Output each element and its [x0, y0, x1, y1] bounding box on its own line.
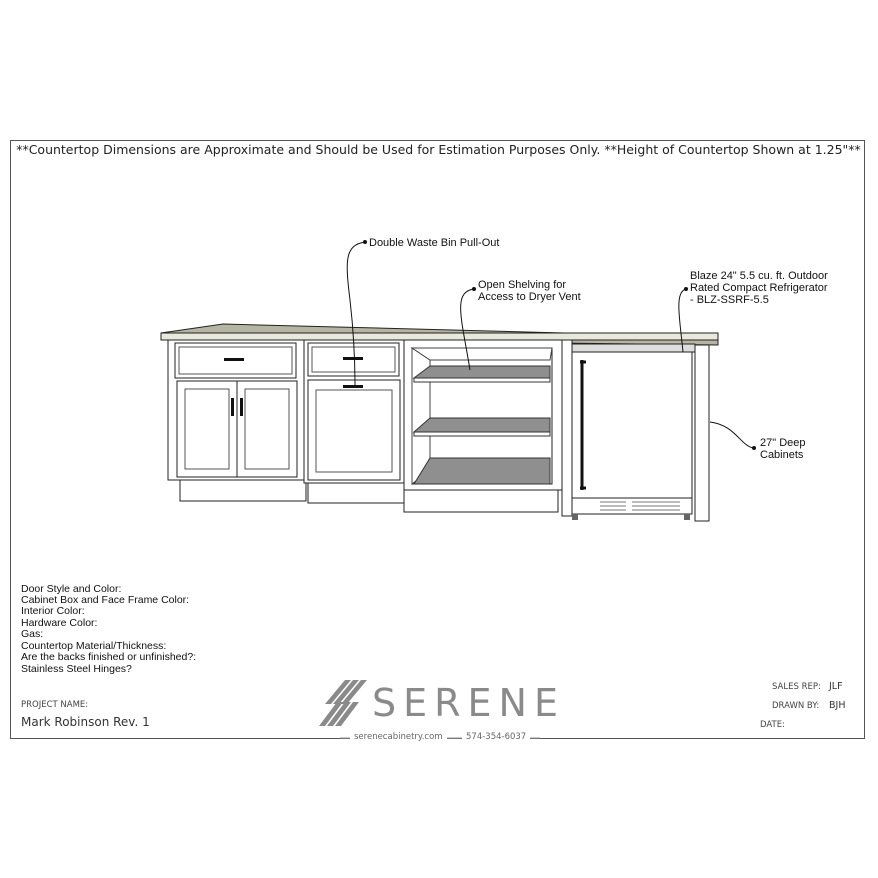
leader-deep: [710, 422, 753, 448]
spec-gas: Gas:: [21, 628, 44, 640]
callout-fridge-1: Blaze 24" 5.5 cu. ft. Outdoor: [690, 270, 828, 282]
project-name-label: PROJECT NAME:: [21, 700, 89, 710]
countertop-notice: **Countertop Dimensions are Approximate and Should be Used for Estimation Purposes Only. **Height of Countertop Shown at 1.25"**: [16, 142, 861, 157]
compact-refrigerator: [562, 340, 709, 521]
spec-interior-color: Interior Color:: [21, 605, 85, 617]
date-label: DATE:: [760, 720, 785, 730]
callout-shelving-1: Open Shelving for: [478, 279, 567, 291]
sales-rep-value: JLF: [829, 681, 843, 692]
callout-fridge-2: Rated Compact Refrigerator: [690, 282, 828, 294]
spec-hinges: Stainless Steel Hinges?: [21, 663, 132, 675]
callout-fridge-3: - BLZ-SSRF-5.5: [690, 294, 769, 306]
brand-website: serenecabinetry.com: [350, 732, 447, 742]
callout-shelving-2: Access to Dryer Vent: [478, 291, 581, 303]
spec-backs: Are the backs finished or unfinished?:: [21, 651, 197, 663]
spec-cabinet-box: Cabinet Box and Face Frame Color:: [21, 594, 190, 606]
spec-countertop: Countertop Material/Thickness:: [21, 640, 167, 652]
left-sink-cabinet: [168, 340, 306, 501]
brand-name: SERENE: [372, 681, 565, 725]
spec-hardware-color: Hardware Color:: [21, 617, 98, 629]
callout-waste-bin: Double Waste Bin Pull-Out: [369, 237, 500, 249]
open-shelving-cabinet: [404, 340, 562, 512]
sales-rep-label: SALES REP:: [772, 682, 821, 692]
callout-deep-1: 27" Deep: [760, 437, 806, 449]
spec-door-style: Door Style and Color:: [21, 583, 122, 595]
serene-logo-icon: [319, 680, 367, 726]
project-name: Mark Robinson Rev. 1: [21, 715, 150, 729]
callout-deep-2: Cabinets: [760, 449, 804, 461]
brand-phone: 574-354-6037: [462, 732, 530, 742]
drawn-by-label: DRAWN BY:: [772, 701, 820, 711]
drawn-by-value: BJH: [829, 700, 846, 711]
